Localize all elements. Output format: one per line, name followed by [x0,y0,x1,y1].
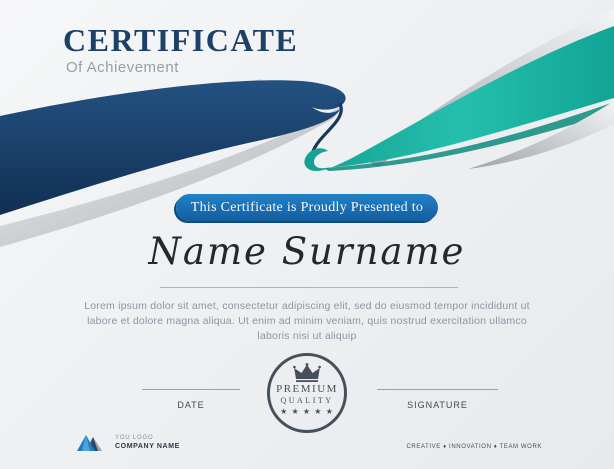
seal-stars: ★ ★ ★ ★ ★ [280,407,334,416]
name-underline [160,287,458,288]
presented-banner [176,194,438,221]
logo-text-line2: COMPANY NAME [115,442,180,450]
presented-banner-text: This Certificate is Proudly Presented to [190,199,424,215]
certificate-subtitle: Of Achievement [66,59,179,76]
seal-line2: QUALITY [280,396,334,405]
logo-text-line1: YOU LOGO [115,435,154,442]
company-logo [76,435,180,452]
seal-line1: PREMIUM [276,383,338,395]
recipient-name: Name Surname [148,230,466,273]
company-logo-icon [76,435,108,452]
signature-field [377,389,498,413]
date-label: DATE [177,400,205,410]
crown-icon [293,363,321,382]
certificate-body-text: Lorem ipsum dolor sit amet, consectetur adipiscing elit, sed do eiusmod tempor incididunt ut labore et dolore magna aliqua. Ut enim ad minim veniam, quis nostrud exercitation ullamco laboris nisi ut aliquip [84,300,530,343]
certificate-title: CERTIFICATE [63,22,299,58]
premium-quality-seal [267,353,347,433]
signature-label: SIGNATURE [407,400,468,410]
footer-tagline: CREATIVE ♦ INNOVATION ♦ TEAM WORK [406,444,542,450]
date-field [142,389,240,413]
